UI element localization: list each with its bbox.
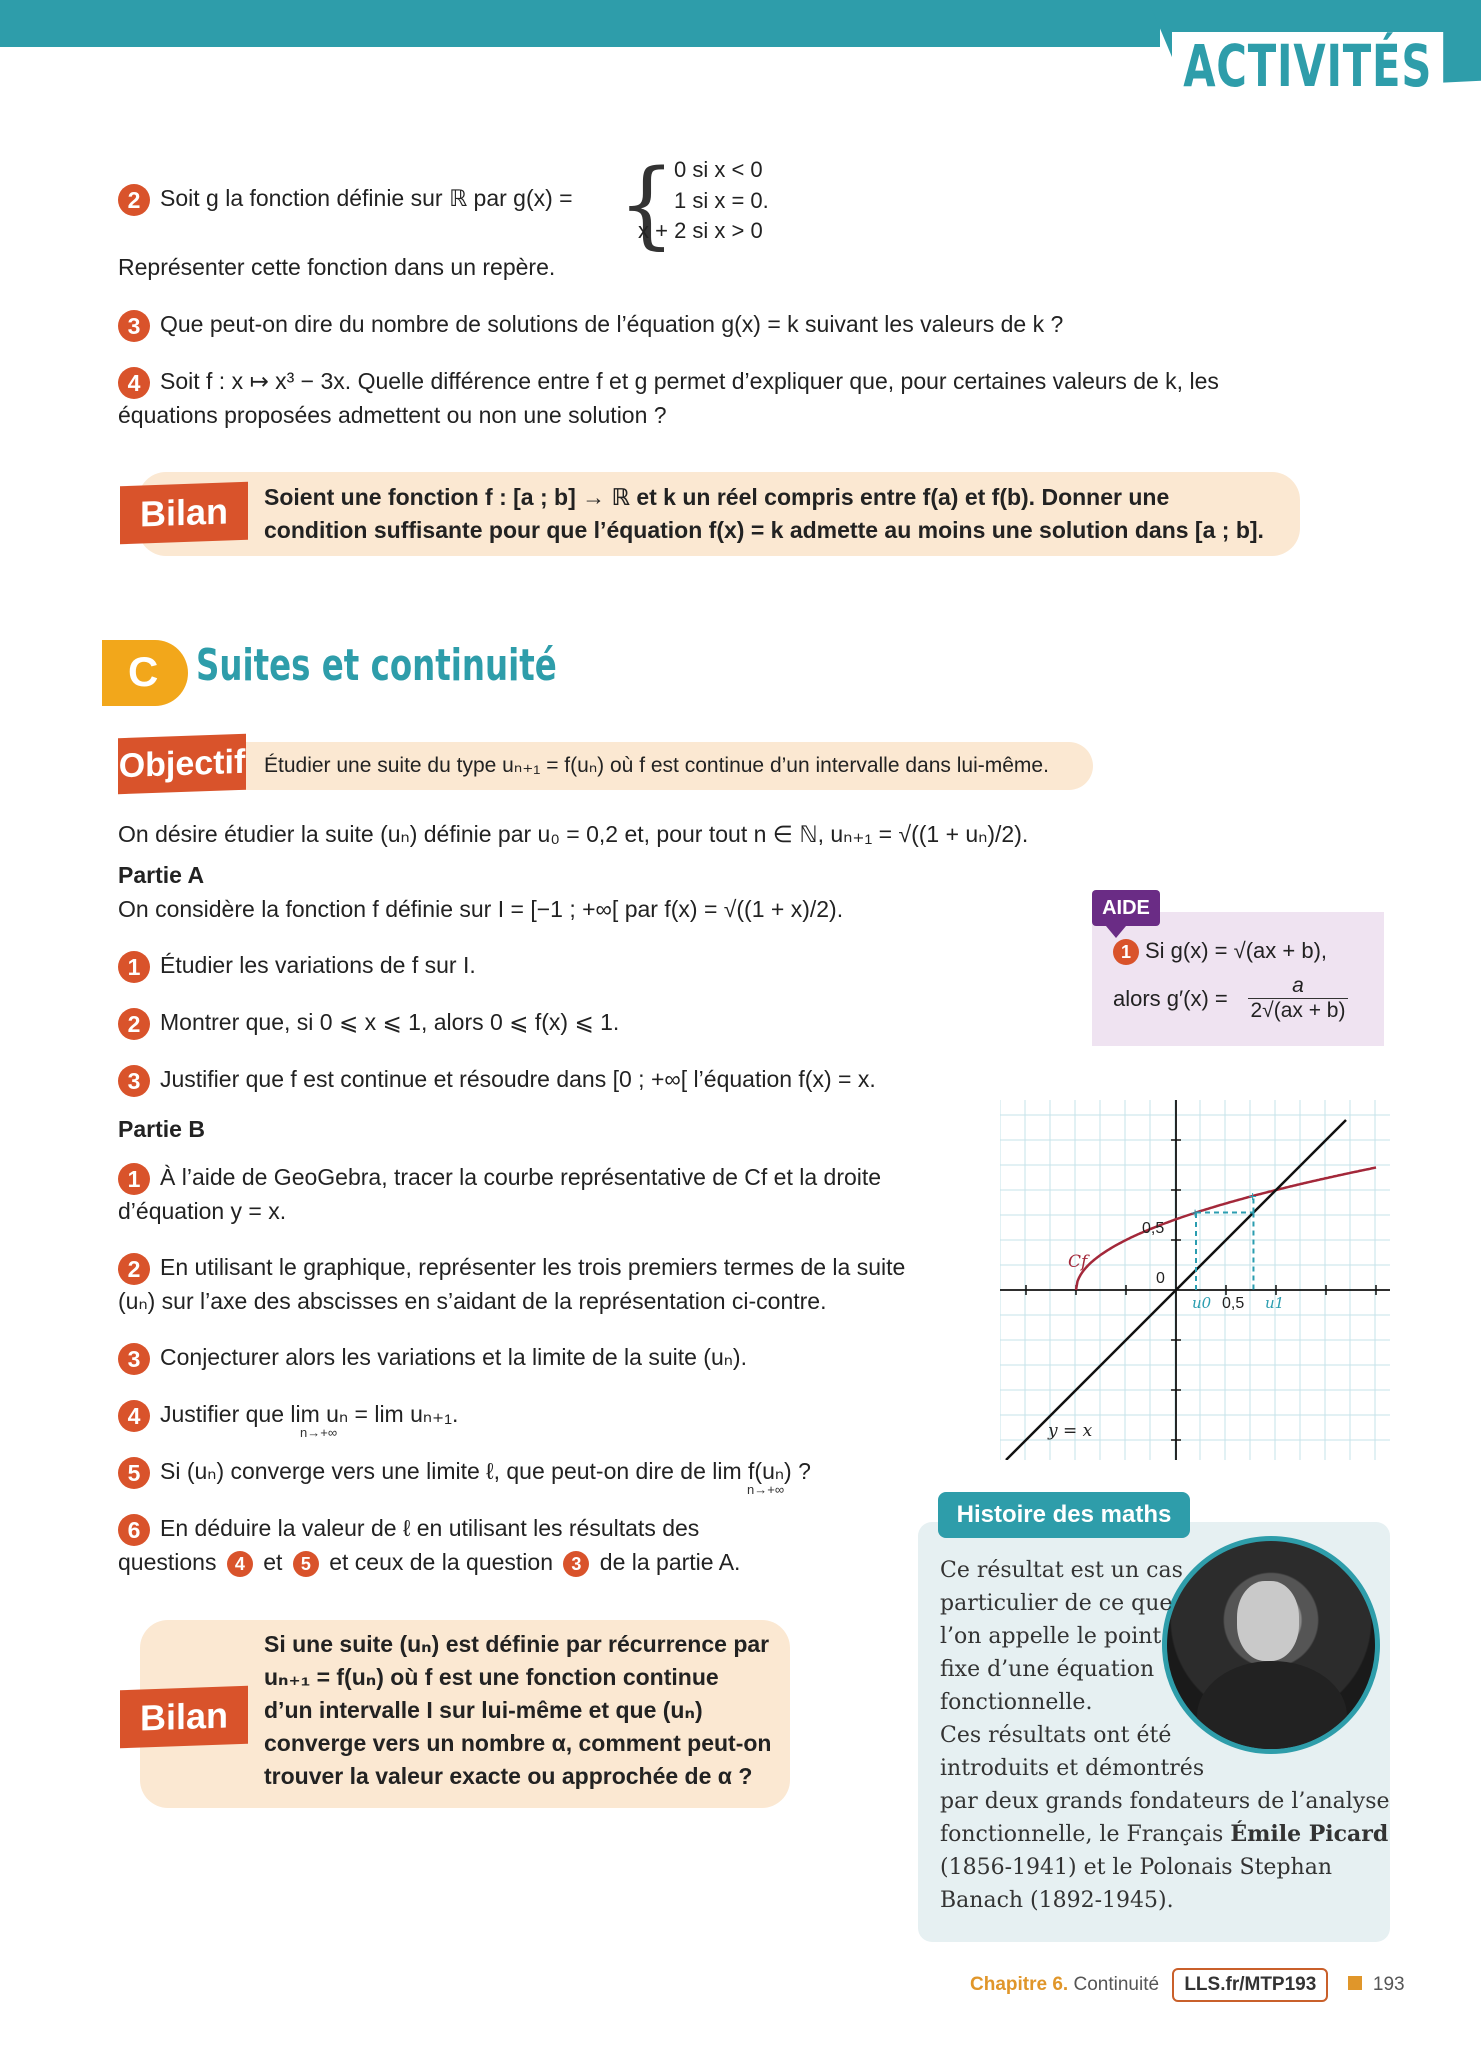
aide-tag-pointer <box>1106 926 1126 938</box>
text: et <box>263 1549 283 1575</box>
question-text: À l’aide de GeoGebra, tracer la courbe représentative de Cf et la droite <box>160 1164 882 1190</box>
partie-b-q2-line2: (uₙ) sur l’axe des abscisses en s’aidant de la représentation ci-contre. <box>118 1288 827 1314</box>
section-letter: C <box>128 648 159 695</box>
header-band <box>0 0 1160 47</box>
histoire-tag-label: Histoire des maths <box>956 1501 1172 1528</box>
question-number: 1 <box>118 1163 150 1195</box>
partie-b-q1 <box>118 1160 881 1195</box>
bilan-2-line: d’un intervalle I sur lui-même et que (uₙ) <box>264 1697 703 1723</box>
partie-b-q2 <box>118 1250 905 1285</box>
bilan-2-line: uₙ₊₁ = f(uₙ) où f est une fonction continue <box>264 1664 719 1690</box>
histoire-line: fixe d’une équation <box>940 1657 1155 1682</box>
footer-square-icon <box>1348 1976 1362 1990</box>
label-zero: 0 <box>1156 1270 1165 1287</box>
label-cf: Cf <box>1068 1252 1088 1272</box>
bilan-2-line: converge vers un nombre α, comment peut-on <box>264 1730 772 1756</box>
ref-number: 3 <box>563 1551 589 1577</box>
question-text: Conjecturer alors les variations et la limite de la suite (uₙ). <box>160 1344 747 1370</box>
histoire-tag <box>938 1492 1190 1538</box>
aide-frac-num: a <box>1248 974 1348 999</box>
histoire-line: (1856-1941) et le Polonais Stephan <box>940 1855 1332 1880</box>
bilan-2-line: Si une suite (uₙ) est définie par récurrence par <box>264 1631 770 1657</box>
curve-cf <box>1076 1168 1376 1291</box>
partie-b-q6 <box>118 1511 699 1546</box>
question-number: 2 <box>118 184 150 216</box>
text: de la partie A. <box>599 1549 741 1575</box>
footer-link[interactable]: LLS.fr/MTP193 <box>1172 1968 1328 2002</box>
aide-number: 1 <box>1113 939 1139 965</box>
question-text: Que peut-on dire du nombre de solutions de l’équation g(x) = k suivant les valeurs de k ? <box>160 311 1064 337</box>
ref-number: 4 <box>227 1551 253 1577</box>
histoire-line: Ce résultat est un cas <box>940 1558 1183 1583</box>
piecewise-case-1: 0 si x < 0 <box>674 157 763 182</box>
cobweb-marker: + <box>1191 1204 1200 1221</box>
question-2-follow: Représenter cette fonction dans un repère. <box>118 254 556 280</box>
histoire-line: par deux grands fondateurs de l’analyse <box>940 1789 1390 1814</box>
partie-b-q4 <box>118 1397 458 1432</box>
histoire-line: fonctionnelle. <box>940 1690 1093 1715</box>
question-4-line2: équations proposées admettent ou non une solution ? <box>118 402 667 428</box>
partie-b-q6-line2 <box>118 1545 740 1579</box>
question-number: 6 <box>118 1514 150 1546</box>
portrait-suit <box>1197 1661 1347 1754</box>
question-number: 4 <box>118 1400 150 1432</box>
aide-tag-label: AIDE <box>1102 897 1150 919</box>
histoire-line: Ces résultats ont été <box>940 1723 1172 1748</box>
histoire-picard-line <box>940 1818 1388 1851</box>
section-title: Suites et continuité <box>196 640 557 691</box>
objectif-text: Étudier une suite du type uₙ₊₁ = f(uₙ) où f est continue d’un intervalle dans lui-même. <box>264 754 1049 777</box>
aide-line2: alors g′(x) = <box>1113 986 1228 1011</box>
question-number: 4 <box>118 367 150 399</box>
histoire-text-wide <box>940 1785 1390 1818</box>
text: fonctionnelle, le Français <box>940 1822 1224 1847</box>
aide-text: Si g(x) = √(ax + b), <box>1145 938 1328 963</box>
aide-fraction <box>1248 974 1348 1023</box>
partie-a-q1 <box>118 948 476 983</box>
partie-b-q3 <box>118 1340 747 1375</box>
label-u1: u1 <box>1265 1294 1285 1312</box>
question-text: Si (uₙ) converge vers une limite ℓ, que peut-on dire de lim f(uₙ) ? <box>160 1458 811 1484</box>
footer-chapter: Chapitre 6. <box>970 1974 1069 1995</box>
text: questions <box>118 1549 217 1575</box>
bilan-2-line: trouver la valeur exacte ou approchée de α ? <box>264 1763 753 1789</box>
question-text: Étudier les variations de f sur I. <box>160 952 476 978</box>
partie-a-intro: On considère la fonction f définie sur I = [−1 ; +∞[ par f(x) = √((1 + x)/2). <box>118 896 844 922</box>
histoire-line: introduits et démontrés <box>940 1756 1205 1781</box>
bilan-1-line2: condition suffisante pour que l’équation f(x) = k admette au moins une solution dans [a ; b]. <box>264 517 1264 543</box>
header-title: ACTIVITÉS <box>1172 32 1443 100</box>
label-y-equals-x: y = x <box>1048 1421 1093 1441</box>
partie-a-q3 <box>118 1062 876 1097</box>
partie-a-title: Partie A <box>118 862 205 888</box>
question-3 <box>118 307 1063 342</box>
question-number: 5 <box>118 1457 150 1489</box>
limit-subscript: n→+∞ <box>300 1425 338 1440</box>
partie-b-q1-line2: d’équation y = x. <box>118 1198 287 1224</box>
question-number: 3 <box>118 1343 150 1375</box>
bilan-1-line1: Soient une fonction f : [a ; b] → ℝ et k un réel compris entre f(a) et f(b). Donner une <box>264 484 1170 510</box>
label-half-x: 0,5 <box>1222 1295 1245 1312</box>
portrait-face <box>1237 1581 1299 1661</box>
question-text: Justifier que lim uₙ = lim uₙ₊₁. <box>160 1401 459 1427</box>
question-number: 2 <box>118 1008 150 1040</box>
question-number: 1 <box>118 951 150 983</box>
partie-b-q5 <box>118 1454 811 1489</box>
histoire-text-end <box>940 1851 1332 1917</box>
partie-b-title: Partie B <box>118 1116 205 1142</box>
histoire-line: Banach (1892-1945). <box>940 1888 1174 1913</box>
piecewise-case-2: 1 si x = 0. <box>674 188 769 213</box>
question-text: Justifier que f est continue et résoudre dans [0 ; +∞[ l’équation f(x) = x. <box>160 1066 876 1092</box>
cobweb-marker: + <box>1248 1187 1257 1204</box>
aide-frac-den: 2√(ax + b) <box>1250 999 1346 1022</box>
sequence-definition: On désire étudier la suite (uₙ) définie par u₀ = 0,2 et, pour tout n ∈ ℕ, uₙ₊₁ = √((1 + uₙ)/2). <box>118 821 1029 847</box>
footer-page-number: 193 <box>1372 1974 1405 1995</box>
text: et ceux de la question <box>329 1549 553 1575</box>
piecewise-case-3: x + 2 si x > 0 <box>638 218 763 243</box>
ref-number: 5 <box>293 1551 319 1577</box>
label-half-y: 0,5 <box>1142 1220 1165 1237</box>
question-4 <box>118 364 1318 399</box>
partie-a-q2 <box>118 1005 619 1040</box>
question-number: 3 <box>118 1065 150 1097</box>
histoire-line: particulier de ce que <box>940 1591 1173 1616</box>
question-2 <box>118 181 573 216</box>
question-text: Montrer que, si 0 ⩽ x ⩽ 1, alors 0 ⩽ f(x) ⩽ 1. <box>160 1009 620 1035</box>
bilan-tag-1: Bilan <box>120 482 248 544</box>
question-text: En déduire la valeur de ℓ en utilisant les résultats des <box>160 1515 700 1541</box>
label-u0: u0 <box>1192 1294 1212 1312</box>
histoire-text-narrow <box>940 1554 1204 1785</box>
question-text: En utilisant le graphique, représenter les trois premiers termes de la suite <box>160 1254 906 1280</box>
aide-tag <box>1092 890 1160 926</box>
footer <box>970 1968 1405 2002</box>
question-number: 2 <box>118 1253 150 1285</box>
bilan-2-text <box>264 1628 771 1793</box>
aide-line1 <box>1113 938 1327 965</box>
picard-name: Émile Picard <box>1230 1821 1389 1847</box>
question-number: 3 <box>118 310 150 342</box>
cobweb-graph <box>1000 1100 1390 1460</box>
objectif-tag: Objectif <box>118 734 246 794</box>
bilan-tag-2: Bilan <box>120 1686 248 1748</box>
question-text: Soit f : x ↦ x³ − 3x. Quelle différence entre f et g permet d’expliquer que, pour certaines valeurs de k, les <box>160 368 1219 394</box>
question-text: Soit g la fonction définie sur ℝ par g(x) = <box>160 185 573 211</box>
footer-topic: Continuité <box>1073 1974 1160 1995</box>
histoire-line: l’on appelle le point <box>940 1624 1162 1649</box>
limit-subscript: n→+∞ <box>747 1482 785 1497</box>
piecewise-brace: { <box>618 149 676 260</box>
